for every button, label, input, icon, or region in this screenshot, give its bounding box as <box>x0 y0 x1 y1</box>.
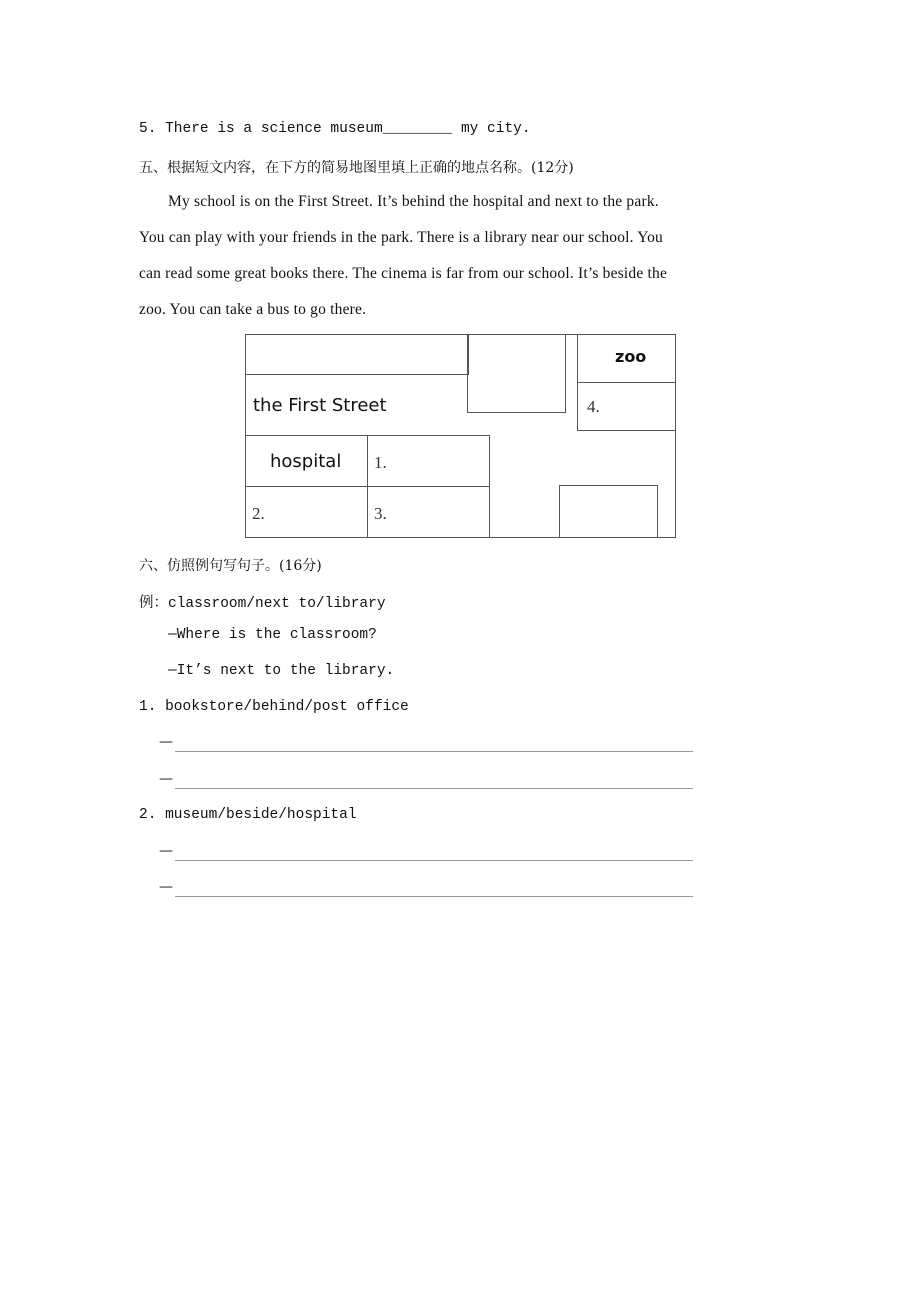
hospital-block <box>245 435 368 487</box>
answer-line[interactable] <box>175 860 693 861</box>
blank-2-block[interactable] <box>245 486 368 538</box>
blank-3-block[interactable] <box>367 486 490 538</box>
dash: — <box>159 879 173 895</box>
example-question: —Where is the classroom? <box>168 627 377 643</box>
item-2: 2. museum/beside/hospital <box>139 807 357 823</box>
passage-line: You can play with your friends in the park. There is a library near our school. You <box>139 229 663 246</box>
passage-line: My school is on the First Street. It’s behind the hospital and next to the park. <box>168 193 659 210</box>
section-5-title: 五、根据短文内容，在下方的简易地图里填上正确的地点名称。(12分) <box>139 160 574 176</box>
map-blank-block[interactable] <box>467 334 566 413</box>
zoo-block <box>577 334 676 383</box>
passage-line: zoo. You can take a bus to go there. <box>139 301 367 318</box>
map-block-top <box>245 334 469 375</box>
answer-line[interactable] <box>175 788 693 789</box>
blank-3-label: 3. <box>374 504 387 523</box>
passage-line: can read some great books there. The cinema is far from our school. It’s beside the <box>139 265 668 282</box>
blank-4-block[interactable] <box>577 382 676 431</box>
example-answer: —It’s next to the library. <box>168 663 395 679</box>
blank-4-label: 4. <box>587 397 600 416</box>
answer-line[interactable] <box>175 896 693 897</box>
blank-1-block[interactable] <box>367 435 490 487</box>
blank-2-label: 2. <box>252 504 265 523</box>
question-5: 5. There is a science museum________ my city. <box>139 121 531 137</box>
dash: — <box>159 734 173 750</box>
blank-1-label: 1. <box>374 453 387 472</box>
street-label: the First Street <box>253 395 387 416</box>
dash: — <box>159 843 173 859</box>
zoo-label: zoo <box>615 347 647 366</box>
item-1: 1. bookstore/behind/post office <box>139 699 409 715</box>
hospital-label: hospital <box>270 451 342 472</box>
map-blank-block-small[interactable] <box>559 485 658 538</box>
example-label: 例：classroom/next to/library <box>139 596 386 612</box>
dash: — <box>159 771 173 787</box>
answer-line[interactable] <box>175 751 693 752</box>
section-6-title: 六、仿照例句写句子。(16分) <box>139 558 322 574</box>
